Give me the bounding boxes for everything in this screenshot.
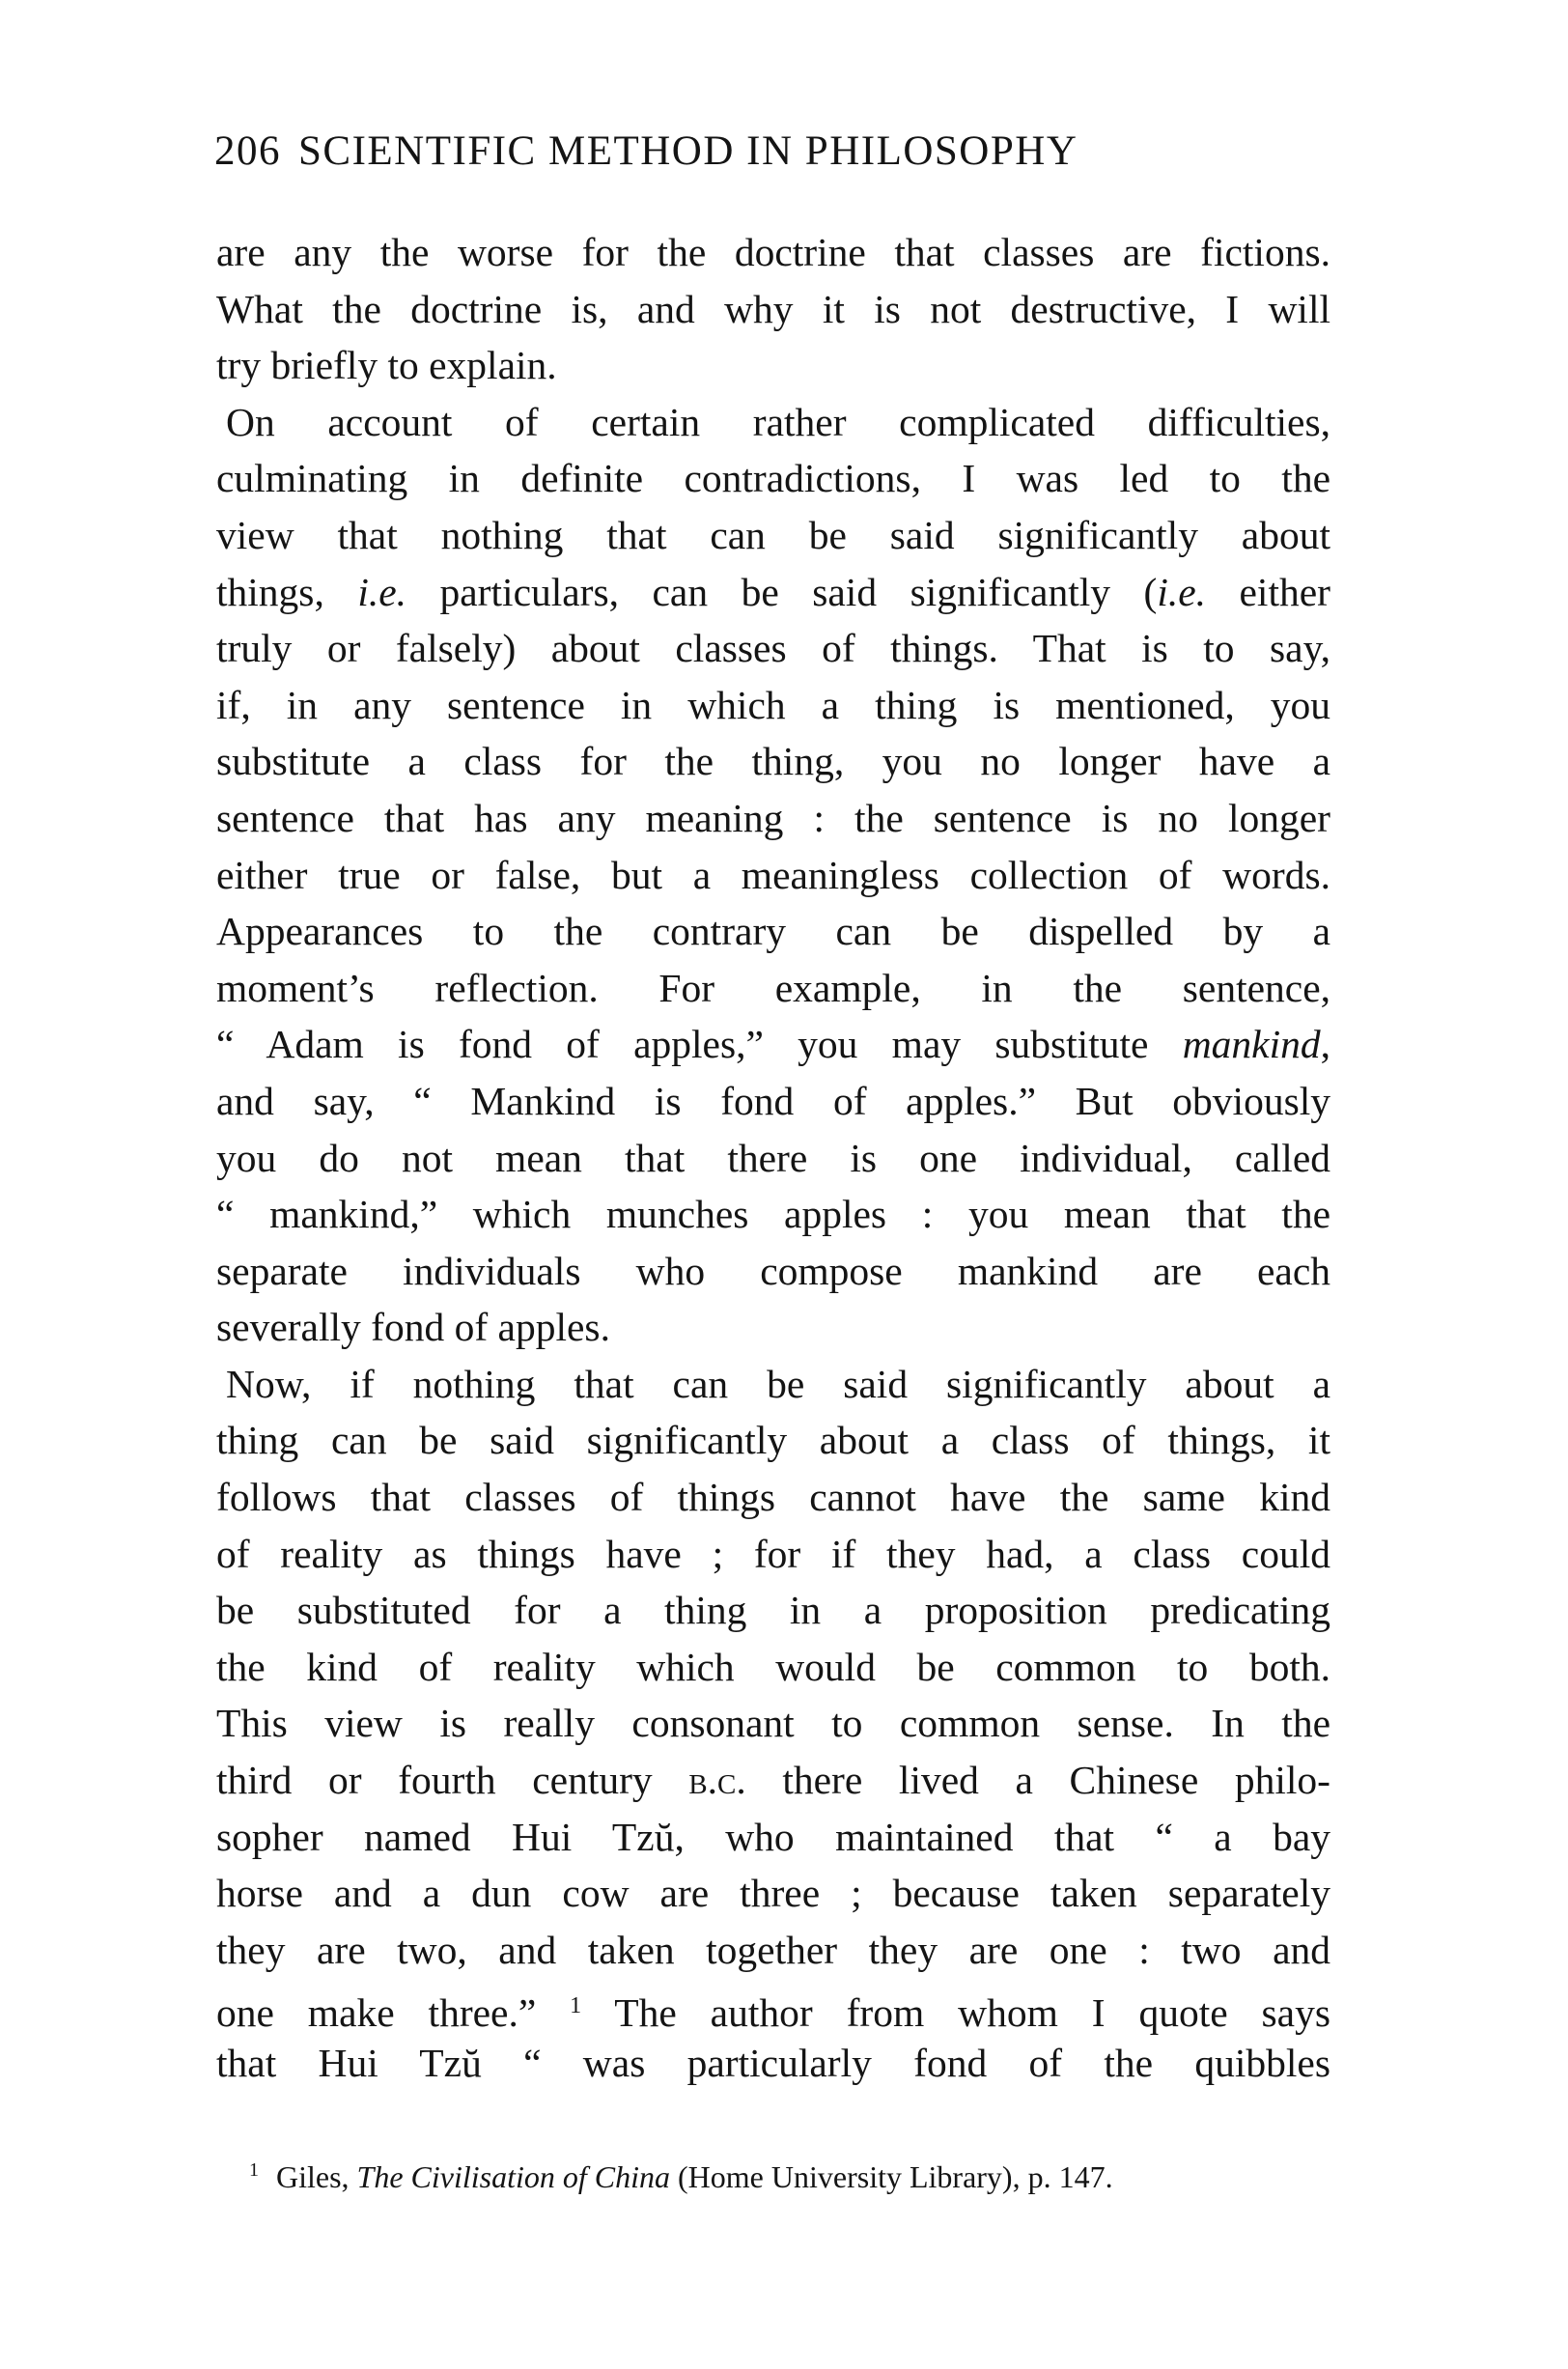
text-line bbox=[216, 1243, 1330, 1300]
text-segment: i.e. bbox=[357, 569, 407, 614]
footnote-marker: 1 bbox=[249, 2159, 259, 2181]
text-segment: view that nothing that can be said significantly about bbox=[216, 512, 1330, 557]
text-line bbox=[216, 1130, 1330, 1187]
text-line bbox=[216, 620, 1330, 677]
text-line bbox=[216, 1865, 1330, 1922]
text-line bbox=[216, 1922, 1330, 1979]
text-segment: separate individuals who compose mankind are each bbox=[216, 1248, 1330, 1293]
body-text bbox=[216, 224, 1330, 2092]
text-segment: “ Adam is fond of apples,” you may substitute bbox=[216, 1022, 1183, 1067]
text-segment: that Hui Tzŭ “ was particularly fond of the quibbles bbox=[216, 2041, 1330, 2085]
text-segment: Appearances to the contrary can be dispelled by a bbox=[216, 909, 1330, 954]
text-line bbox=[216, 450, 1330, 507]
text-segment: horse and a dun cow are three ; because taken separately bbox=[216, 1871, 1330, 1916]
text-line bbox=[216, 394, 1330, 451]
text-segment: if, in any sentence in which a thing is mentioned, you bbox=[216, 682, 1330, 727]
text-line bbox=[216, 1526, 1330, 1583]
text-line bbox=[216, 733, 1330, 790]
text-segment: be substituted for a thing in a proposition predicating bbox=[216, 1588, 1330, 1633]
text-segment: moment’s reflection. For example, in the sentence, bbox=[216, 965, 1330, 1010]
text-segment: , bbox=[1320, 1022, 1330, 1067]
text-segment: i.e. bbox=[1157, 569, 1207, 614]
text-line bbox=[216, 1978, 1330, 2035]
text-line bbox=[216, 1073, 1330, 1130]
text-segment: and say, “ Mankind is fond of apples.” But obviously bbox=[216, 1078, 1330, 1123]
text-segment: b.c. bbox=[688, 1758, 746, 1803]
text-segment: things, bbox=[216, 569, 358, 614]
text-line bbox=[216, 1469, 1330, 1526]
text-segment: try briefly to explain. bbox=[216, 343, 557, 388]
text-segment: follows that classes of things cannot have the same kind bbox=[216, 1475, 1330, 1520]
text-segment: of reality as things have ; for if they had, a class could bbox=[216, 1531, 1330, 1576]
footnote-text: (Home University Library), p. 147. bbox=[670, 2159, 1113, 2194]
footnote-reference: 1 bbox=[570, 1993, 582, 2019]
text-segment: sopher named Hui Tzŭ, who maintained that “ a bay bbox=[216, 1814, 1330, 1859]
footnote bbox=[249, 2159, 1113, 2195]
text-segment: mankind bbox=[1182, 1022, 1321, 1067]
page-number: 206 bbox=[214, 128, 281, 174]
text-line bbox=[216, 903, 1330, 960]
text-line bbox=[216, 1356, 1330, 1413]
text-segment: either true or false, but a meaningless collection of words. bbox=[216, 852, 1330, 897]
text-segment: there lived a Chinese philo- bbox=[745, 1758, 1331, 1803]
text-line bbox=[216, 677, 1330, 734]
text-line bbox=[216, 960, 1330, 1017]
text-line bbox=[216, 1016, 1330, 1073]
text-line bbox=[216, 2035, 1330, 2092]
text-line bbox=[216, 847, 1330, 904]
text-segment: you do not mean that there is one individual, called bbox=[216, 1135, 1330, 1180]
text-segment: substitute a class for the thing, you no longer have a bbox=[216, 739, 1330, 784]
text-segment: This view is really consonant to common sense. In the bbox=[216, 1701, 1330, 1746]
text-segment: culminating in definite contradictions, I was led to the bbox=[216, 456, 1330, 501]
text-segment: What the doctrine is, and why it is not destructive, I will bbox=[216, 286, 1330, 331]
running-title: SCIENTIFIC METHOD IN PHILOSOPHY bbox=[298, 128, 1078, 174]
text-segment: “ mankind,” which munches apples : you mean that the bbox=[216, 1192, 1330, 1237]
text-segment: sentence that has any meaning : the sentence is no longer bbox=[216, 795, 1330, 840]
text-segment: they are two, and taken together they are one : two and bbox=[216, 1927, 1330, 1972]
text-line bbox=[216, 1186, 1330, 1243]
text-line bbox=[216, 224, 1330, 281]
text-segment: one make three.” bbox=[216, 1990, 571, 2036]
text-line bbox=[216, 790, 1330, 847]
text-line bbox=[216, 1582, 1330, 1639]
text-line bbox=[216, 507, 1330, 564]
text-segment: severally fond of apples. bbox=[216, 1305, 610, 1350]
text-segment: particulars, can be said significantly ( bbox=[406, 569, 1158, 614]
text-segment: are any the worse for the doctrine that classes are fictions. bbox=[216, 230, 1330, 274]
text-line bbox=[216, 337, 1330, 394]
text-segment: On account of certain rather complicated difficulties, bbox=[226, 399, 1330, 444]
text-line bbox=[216, 1639, 1330, 1696]
text-segment: the kind of reality which would be common to both. bbox=[216, 1644, 1330, 1689]
text-segment: Now, if nothing that can be said significantly about a bbox=[226, 1361, 1330, 1406]
footnote-text: Giles, bbox=[276, 2159, 357, 2194]
text-line bbox=[216, 1809, 1330, 1866]
text-segment: truly or falsely) about classes of things. That is to say, bbox=[216, 626, 1330, 671]
text-line bbox=[216, 1752, 1330, 1809]
text-line bbox=[216, 1299, 1330, 1356]
text-line bbox=[216, 564, 1330, 621]
running-header bbox=[214, 127, 1334, 175]
text-segment: third or fourth century bbox=[216, 1758, 689, 1803]
text-segment: thing can be said significantly about a class of things, it bbox=[216, 1418, 1330, 1463]
footnote-text: The Civilisation of China bbox=[356, 2159, 671, 2194]
text-segment: The author from whom I quote says bbox=[581, 1990, 1330, 2036]
text-segment: either bbox=[1206, 569, 1330, 614]
text-line bbox=[216, 1412, 1330, 1469]
text-line bbox=[216, 281, 1330, 338]
text-line bbox=[216, 1695, 1330, 1752]
